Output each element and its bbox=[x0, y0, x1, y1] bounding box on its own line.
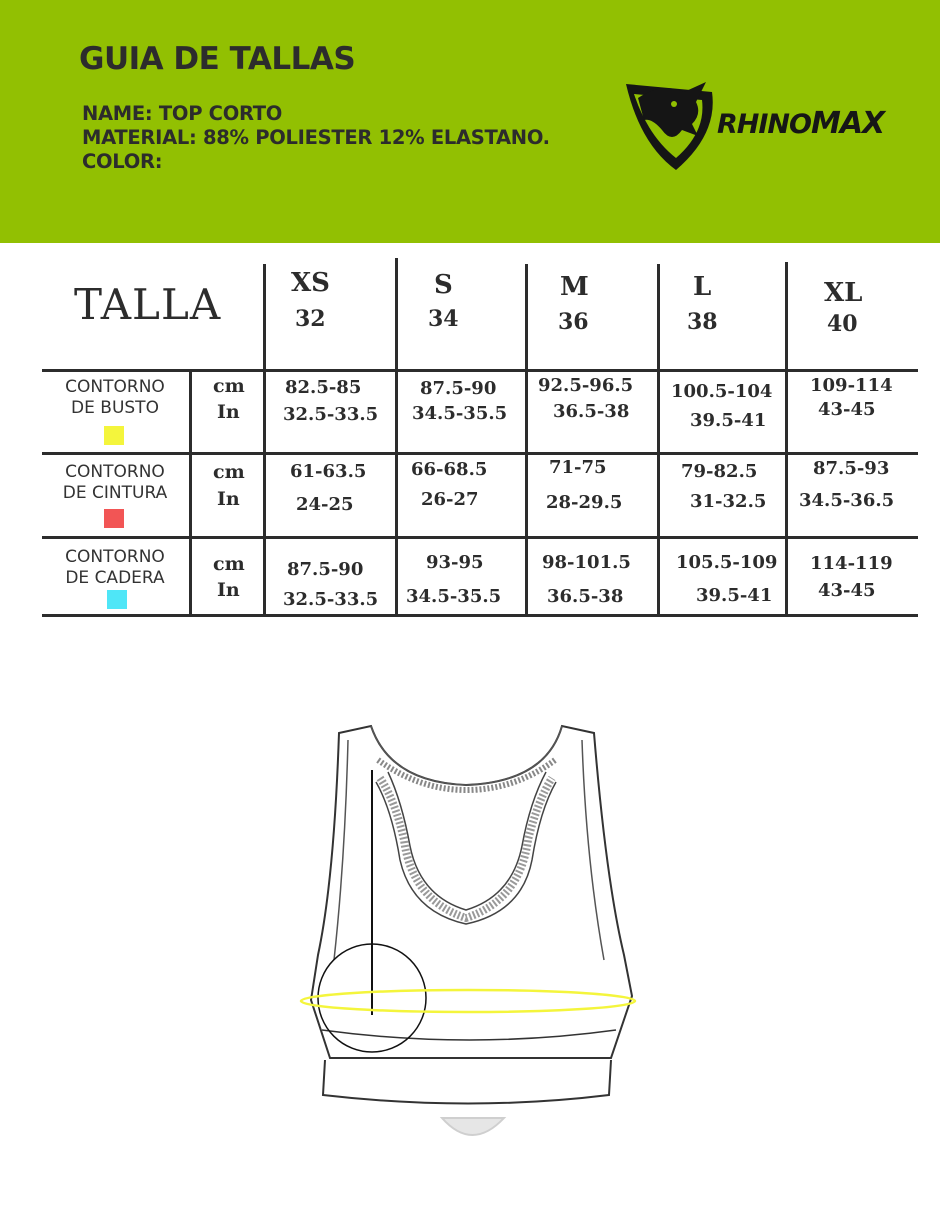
size-label-s: S bbox=[434, 270, 453, 300]
table-divider bbox=[657, 264, 660, 615]
sports-bra-illustration bbox=[290, 715, 650, 1155]
size-number-l: 38 bbox=[687, 309, 718, 335]
unit-cm: cm bbox=[213, 461, 245, 483]
unit-in: In bbox=[217, 488, 240, 510]
table-divider bbox=[785, 262, 788, 615]
size-label-xl: XL bbox=[824, 278, 863, 308]
brand-max-text: MAX bbox=[810, 106, 885, 141]
cell-busto-in-m: 36.5-38 bbox=[553, 401, 630, 422]
cell-cadera-in-s: 34.5-35.5 bbox=[406, 586, 502, 607]
size-number-s: 34 bbox=[428, 306, 459, 332]
cell-busto-in-xl: 43-45 bbox=[818, 399, 876, 420]
cell-cadera-cm-s: 93-95 bbox=[426, 552, 484, 573]
cell-busto-cm-s: 87.5-90 bbox=[420, 378, 497, 399]
talla-header: TALLA bbox=[74, 280, 222, 329]
row-label-line1: CONTORNO bbox=[65, 547, 165, 567]
unit-in: In bbox=[217, 401, 240, 423]
cell-cadera-cm-l: 105.5-109 bbox=[676, 552, 778, 573]
cell-cintura-in-l: 31-32.5 bbox=[690, 491, 767, 512]
cell-cadera-in-l: 39.5-41 bbox=[696, 585, 773, 606]
cell-cintura-in-xs: 24-25 bbox=[296, 494, 354, 515]
row-label-line2: DE BUSTO bbox=[71, 398, 159, 418]
brand-wordmark bbox=[717, 106, 884, 141]
cell-busto-in-l: 39.5-41 bbox=[690, 410, 767, 431]
row-label-line1: CONTORNO bbox=[65, 377, 165, 397]
cell-busto-cm-m: 92.5-96.5 bbox=[538, 375, 634, 396]
cell-cintura-in-m: 28-29.5 bbox=[546, 492, 623, 513]
product-color: COLOR: bbox=[82, 150, 163, 173]
color-swatch-cintura bbox=[104, 509, 124, 528]
cell-cintura-cm-xl: 87.5-93 bbox=[813, 458, 890, 479]
color-swatch-busto bbox=[104, 426, 124, 445]
size-label-m: M bbox=[560, 272, 589, 302]
cell-cadera-cm-xs: 87.5-90 bbox=[287, 559, 364, 580]
cell-busto-cm-l: 100.5-104 bbox=[671, 381, 773, 402]
cell-cintura-cm-l: 79-82.5 bbox=[681, 461, 758, 482]
brand-logo bbox=[622, 74, 907, 174]
size-number-xs: 32 bbox=[295, 306, 326, 332]
unit-cm: cm bbox=[213, 553, 245, 575]
cell-cadera-cm-m: 98-101.5 bbox=[542, 552, 631, 573]
rhino-shield-icon bbox=[622, 74, 722, 174]
size-number-m: 36 bbox=[558, 309, 589, 335]
table-divider bbox=[525, 264, 528, 615]
cell-cintura-in-xl: 34.5-36.5 bbox=[799, 490, 895, 511]
page-title: GUIA DE TALLAS bbox=[79, 41, 356, 77]
table-divider bbox=[395, 258, 398, 615]
row-label-line1: CONTORNO bbox=[65, 462, 165, 482]
cell-busto-cm-xl: 109-114 bbox=[810, 375, 893, 396]
cell-cadera-in-m: 36.5-38 bbox=[547, 586, 624, 607]
color-swatch-cadera bbox=[107, 590, 127, 609]
size-number-xl: 40 bbox=[827, 311, 858, 337]
product-material: MATERIAL: 88% POLIESTER 12% ELASTANO. bbox=[82, 126, 550, 149]
row-label-line2: DE CINTURA bbox=[62, 483, 168, 503]
cell-cintura-in-s: 26-27 bbox=[421, 489, 479, 510]
size-label-l: L bbox=[693, 272, 712, 302]
cell-cintura-cm-xs: 61-63.5 bbox=[290, 461, 367, 482]
brand-rhino-text: RHINO bbox=[717, 109, 811, 140]
row-label-cadera bbox=[40, 547, 190, 589]
cell-cadera-cm-xl: 114-119 bbox=[810, 553, 893, 574]
row-label-cintura bbox=[40, 462, 190, 504]
cell-cintura-cm-s: 66-68.5 bbox=[411, 459, 488, 480]
unit-in: In bbox=[217, 579, 240, 601]
product-name: NAME: TOP CORTO bbox=[82, 102, 283, 125]
row-label-line2: DE CADERA bbox=[65, 568, 165, 588]
cell-cadera-in-xs: 32.5-33.5 bbox=[283, 589, 379, 610]
table-divider bbox=[263, 264, 266, 615]
cell-cintura-cm-m: 71-75 bbox=[549, 457, 607, 478]
size-label-xs: XS bbox=[291, 268, 330, 298]
cell-busto-cm-xs: 82.5-85 bbox=[285, 377, 362, 398]
cell-busto-in-s: 34.5-35.5 bbox=[412, 403, 508, 424]
unit-cm: cm bbox=[213, 375, 245, 397]
row-label-busto bbox=[40, 377, 190, 419]
cell-busto-in-xs: 32.5-33.5 bbox=[283, 404, 379, 425]
cell-cadera-in-xl: 43-45 bbox=[818, 580, 876, 601]
